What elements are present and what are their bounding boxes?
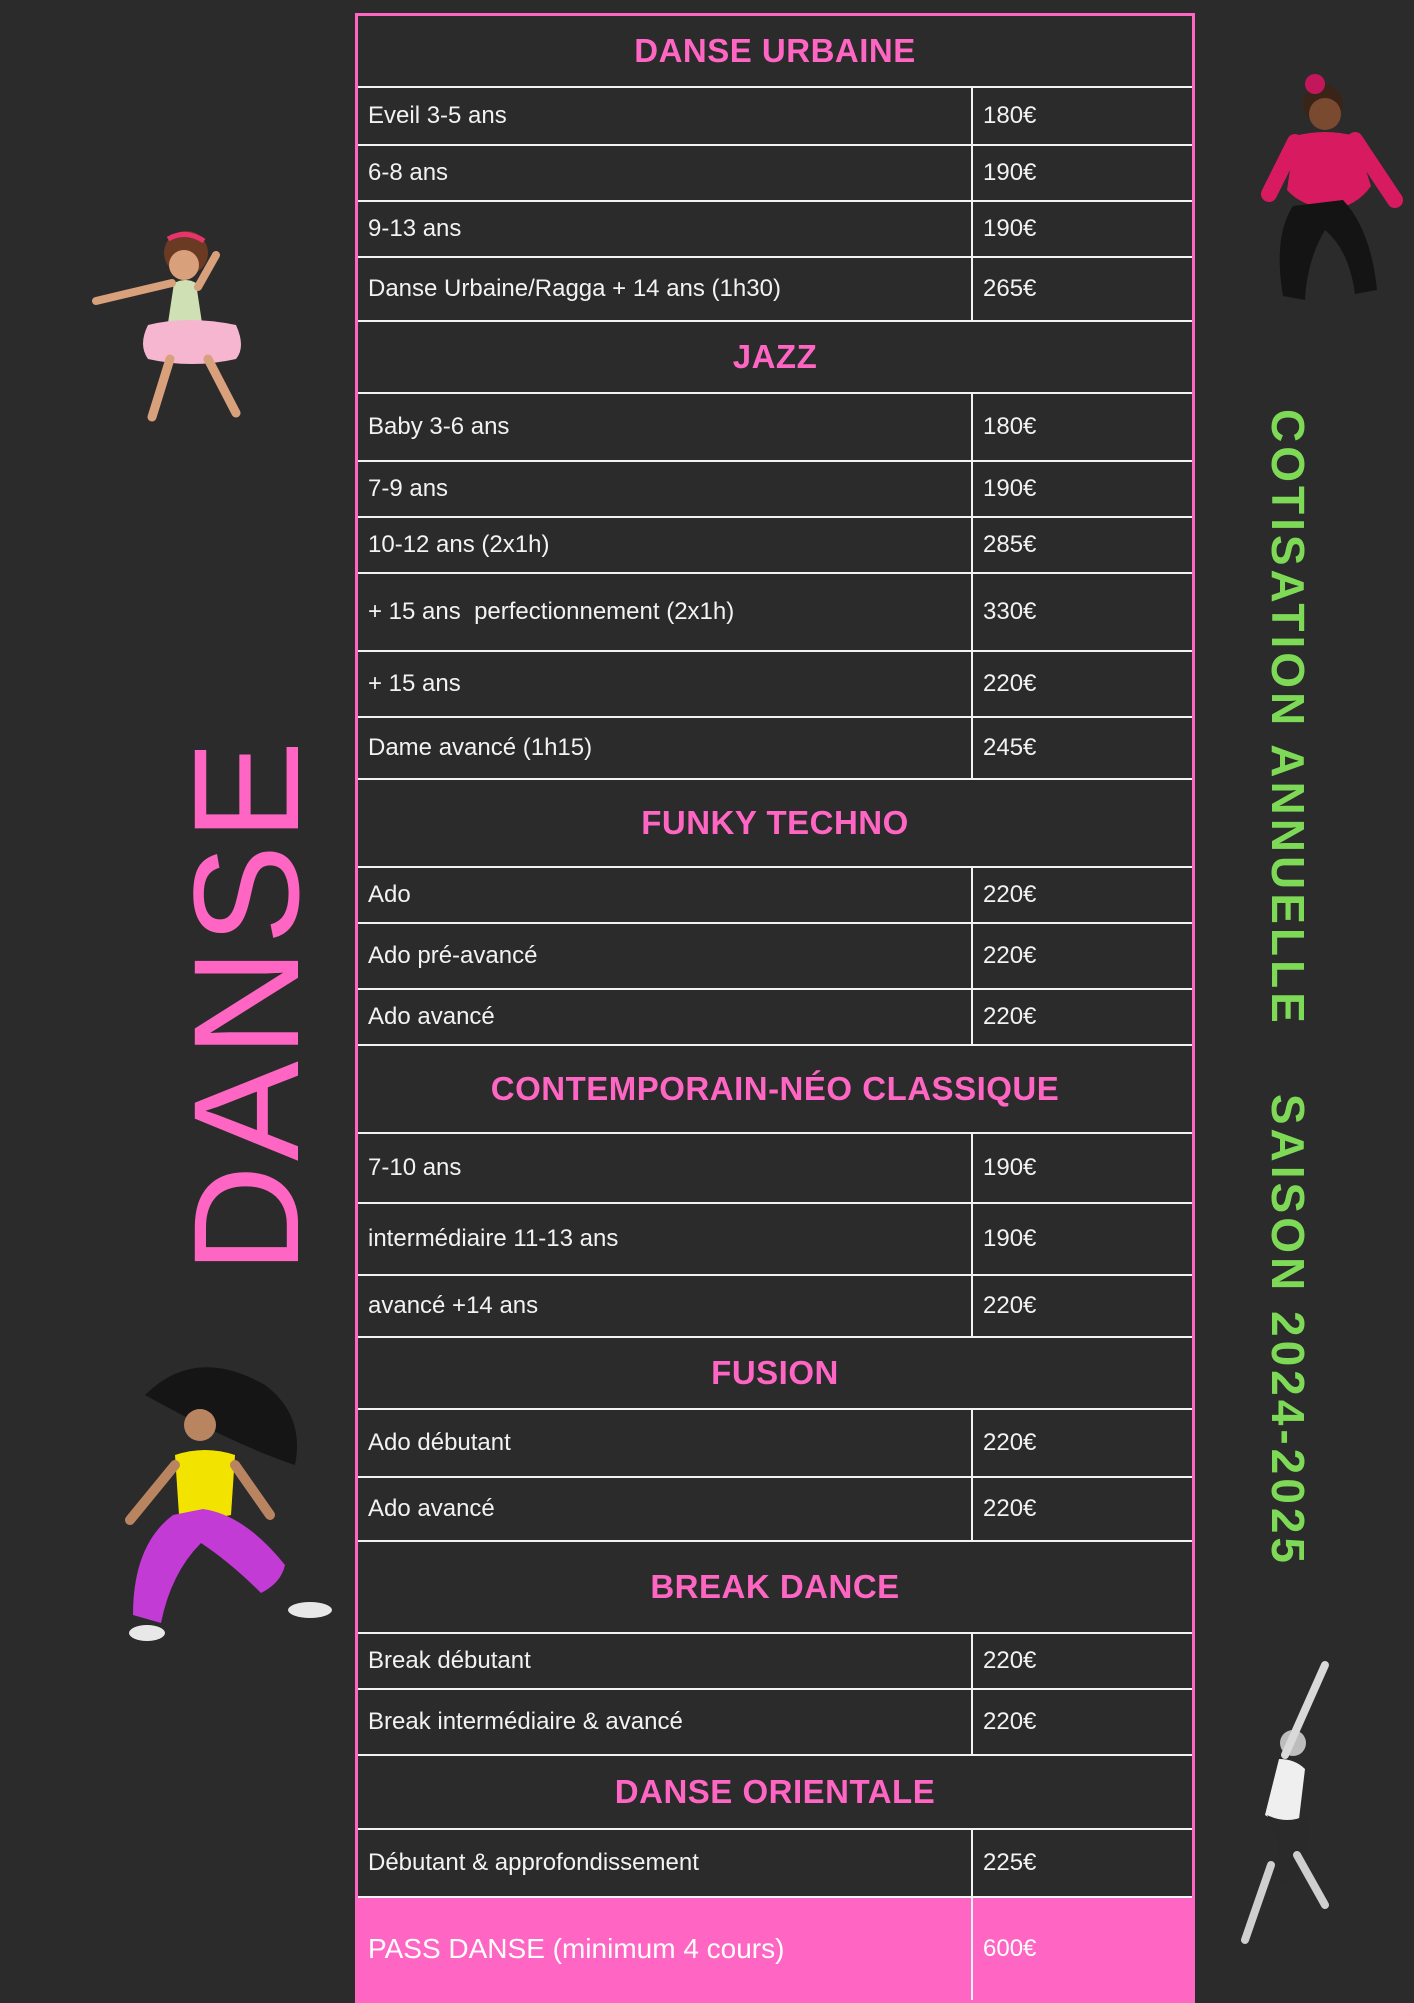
table-row — [358, 1134, 1192, 1204]
course-label: + 15 ans — [358, 652, 973, 716]
course-label: Danse Urbaine/Ragga + 14 ans (1h30) — [358, 258, 973, 320]
course-price: 190€ — [983, 475, 1037, 502]
course-label: Baby 3-6 ans — [358, 394, 973, 460]
course-price: 190€ — [983, 1225, 1037, 1252]
table-row — [358, 868, 1192, 924]
table-row — [358, 518, 1192, 574]
table-row — [358, 1830, 1192, 1898]
pass-price: 600€ — [983, 1935, 1037, 1962]
course-price: 220€ — [983, 881, 1037, 908]
course-label: 9-13 ans — [358, 202, 973, 256]
course-label: Break intermédiaire & avancé — [358, 1690, 973, 1754]
table-row — [358, 1410, 1192, 1478]
course-label: Ado avancé — [358, 990, 973, 1044]
table-row — [358, 202, 1192, 258]
course-price: 190€ — [983, 1154, 1037, 1181]
course-label: 7-10 ans — [358, 1134, 973, 1202]
course-price: 330€ — [983, 598, 1037, 625]
course-label: Break débutant — [358, 1634, 973, 1688]
course-price: 220€ — [983, 1708, 1037, 1735]
section-header-contemporain: CONTEMPORAIN-NÉO CLASSIQUE — [358, 1046, 1192, 1134]
course-price: 220€ — [983, 1647, 1037, 1674]
table-row — [358, 1634, 1192, 1690]
course-price: 190€ — [983, 159, 1037, 186]
course-price: 220€ — [983, 1003, 1037, 1030]
table-row — [358, 1478, 1192, 1542]
course-label: Eveil 3-5 ans — [358, 88, 973, 144]
course-label: Débutant & approfondissement — [358, 1830, 973, 1896]
course-price: 220€ — [983, 670, 1037, 697]
course-price: 220€ — [983, 1292, 1037, 1319]
dancer-black-white-photo — [1215, 1655, 1345, 1945]
course-label: avancé +14 ans — [358, 1276, 973, 1336]
woman-dancer-hair-flying-photo — [105, 1355, 350, 1675]
course-price: 285€ — [983, 531, 1037, 558]
section-header-funky-techno: FUNKY TECHNO — [358, 780, 1192, 868]
table-row — [358, 718, 1192, 780]
course-price: 190€ — [983, 215, 1037, 242]
course-label: 7-9 ans — [358, 462, 973, 516]
table-row — [358, 462, 1192, 518]
course-price: 180€ — [983, 102, 1037, 129]
course-label: intermédiaire 11-13 ans — [358, 1204, 973, 1274]
cotisation-vertical-title: COTISATION ANNUELLE SAISON 2024-2025 — [1262, 408, 1314, 1568]
table-row — [358, 652, 1192, 718]
course-price: 225€ — [983, 1849, 1037, 1876]
course-price: 245€ — [983, 734, 1037, 761]
table-row — [358, 924, 1192, 990]
table-row — [358, 1690, 1192, 1756]
pass-danse-row — [358, 1898, 1192, 2000]
course-label: Ado pré-avancé — [358, 924, 973, 988]
table-row — [358, 1204, 1192, 1276]
course-label: Dame avancé (1h15) — [358, 718, 973, 778]
course-price: 220€ — [983, 1495, 1037, 1522]
danse-side-title: DANSE — [162, 736, 330, 1274]
course-label: Ado avancé — [358, 1478, 973, 1540]
section-header-jazz: JAZZ — [358, 322, 1192, 394]
section-header-danse-urbaine: DANSE URBAINE — [358, 16, 1192, 88]
table-row — [358, 990, 1192, 1046]
course-price: 180€ — [983, 413, 1037, 440]
course-label: + 15 ans perfectionnement (2x1h) — [358, 574, 973, 650]
girl-dancer-pink-jacket-photo — [1245, 70, 1410, 340]
table-row — [358, 146, 1192, 202]
table-row — [358, 394, 1192, 462]
girl-dancer-pink-dress-photo — [88, 225, 258, 490]
pass-label: PASS DANSE (minimum 4 cours) — [358, 1898, 973, 2000]
pricing-table — [355, 13, 1195, 2003]
table-row — [358, 258, 1192, 322]
table-row — [358, 1276, 1192, 1338]
course-price: 220€ — [983, 942, 1037, 969]
course-label: Ado — [358, 868, 973, 922]
section-header-fusion: FUSION — [358, 1338, 1192, 1410]
section-header-break-dance: BREAK DANCE — [358, 1542, 1192, 1634]
table-row — [358, 574, 1192, 652]
course-label: 6-8 ans — [358, 146, 973, 200]
section-header-danse-orientale: DANSE ORIENTALE — [358, 1756, 1192, 1830]
course-price: 220€ — [983, 1429, 1037, 1456]
course-label: Ado débutant — [358, 1410, 973, 1476]
course-label: 10-12 ans (2x1h) — [358, 518, 973, 572]
course-price: 265€ — [983, 275, 1037, 302]
table-row — [358, 88, 1192, 146]
